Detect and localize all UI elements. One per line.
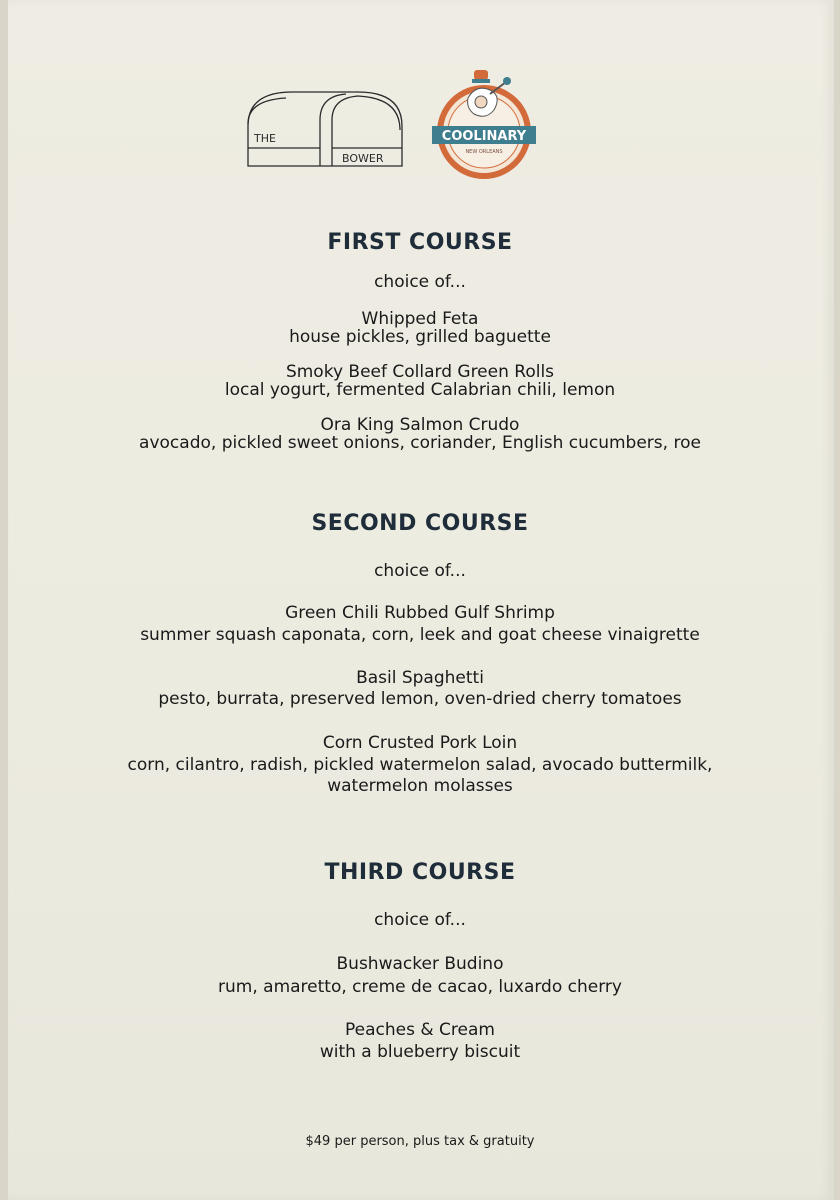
menu-item-name: Ora King Salmon Crudo: [320, 415, 520, 435]
menu-item-description: with a blueberry biscuit: [319, 1042, 521, 1062]
logo-row: [0, 68, 840, 180]
menu-item-description: avocado, pickled sweet onions, coriander, English cucumbers, roe: [139, 433, 701, 453]
bower-line2: BOWER: [342, 152, 384, 165]
menu-item-description: local yogurt, fermented Calabrian chili, lemon: [224, 380, 616, 400]
second-course-title: SECOND COURSE: [311, 511, 529, 536]
menu-item-description: watermelon molasses: [327, 776, 513, 796]
coolinary-name: COOLINARY: [441, 129, 527, 144]
menu-item-name: Basil Spaghetti: [356, 668, 484, 688]
first-course-choice: choice of...: [374, 272, 466, 292]
second-course-choice: choice of...: [374, 561, 466, 581]
first-course-title: FIRST COURSE: [327, 230, 513, 255]
price-footer: $49 per person, plus tax & gratuity: [305, 1134, 535, 1149]
menu-item-name: Smoky Beef Collard Green Rolls: [285, 362, 555, 382]
bower-line1: THE: [254, 132, 276, 145]
menu-item-name: Peaches & Cream: [345, 1020, 495, 1040]
menu-item-description: house pickles, grilled baguette: [289, 327, 551, 347]
menu-item-description: summer squash caponata, corn, leek and goat cheese vinaigrette: [140, 625, 700, 645]
coolinary-sub: NEW ORLEANS: [465, 149, 503, 155]
third-course-choice: choice of...: [374, 910, 466, 930]
menu-item-description: corn, cilantro, radish, pickled watermelon salad, avocado buttermilk,: [127, 755, 713, 775]
menu-item-description: pesto, burrata, preserved lemon, oven-dried cherry tomatoes: [158, 689, 682, 709]
the-bower-logo: [246, 90, 404, 168]
menu-item-name: Bushwacker Budino: [336, 954, 504, 974]
menu-item-name: Corn Crusted Pork Loin: [322, 733, 518, 753]
menu-item-name: Whipped Feta: [361, 309, 479, 329]
menu-item-description: rum, amaretto, creme de cacao, luxardo cherry: [218, 977, 622, 997]
third-course-title: THIRD COURSE: [324, 860, 516, 885]
coolinary-logo: [428, 68, 540, 180]
menu-item-name: Green Chili Rubbed Gulf Shrimp: [285, 603, 555, 623]
